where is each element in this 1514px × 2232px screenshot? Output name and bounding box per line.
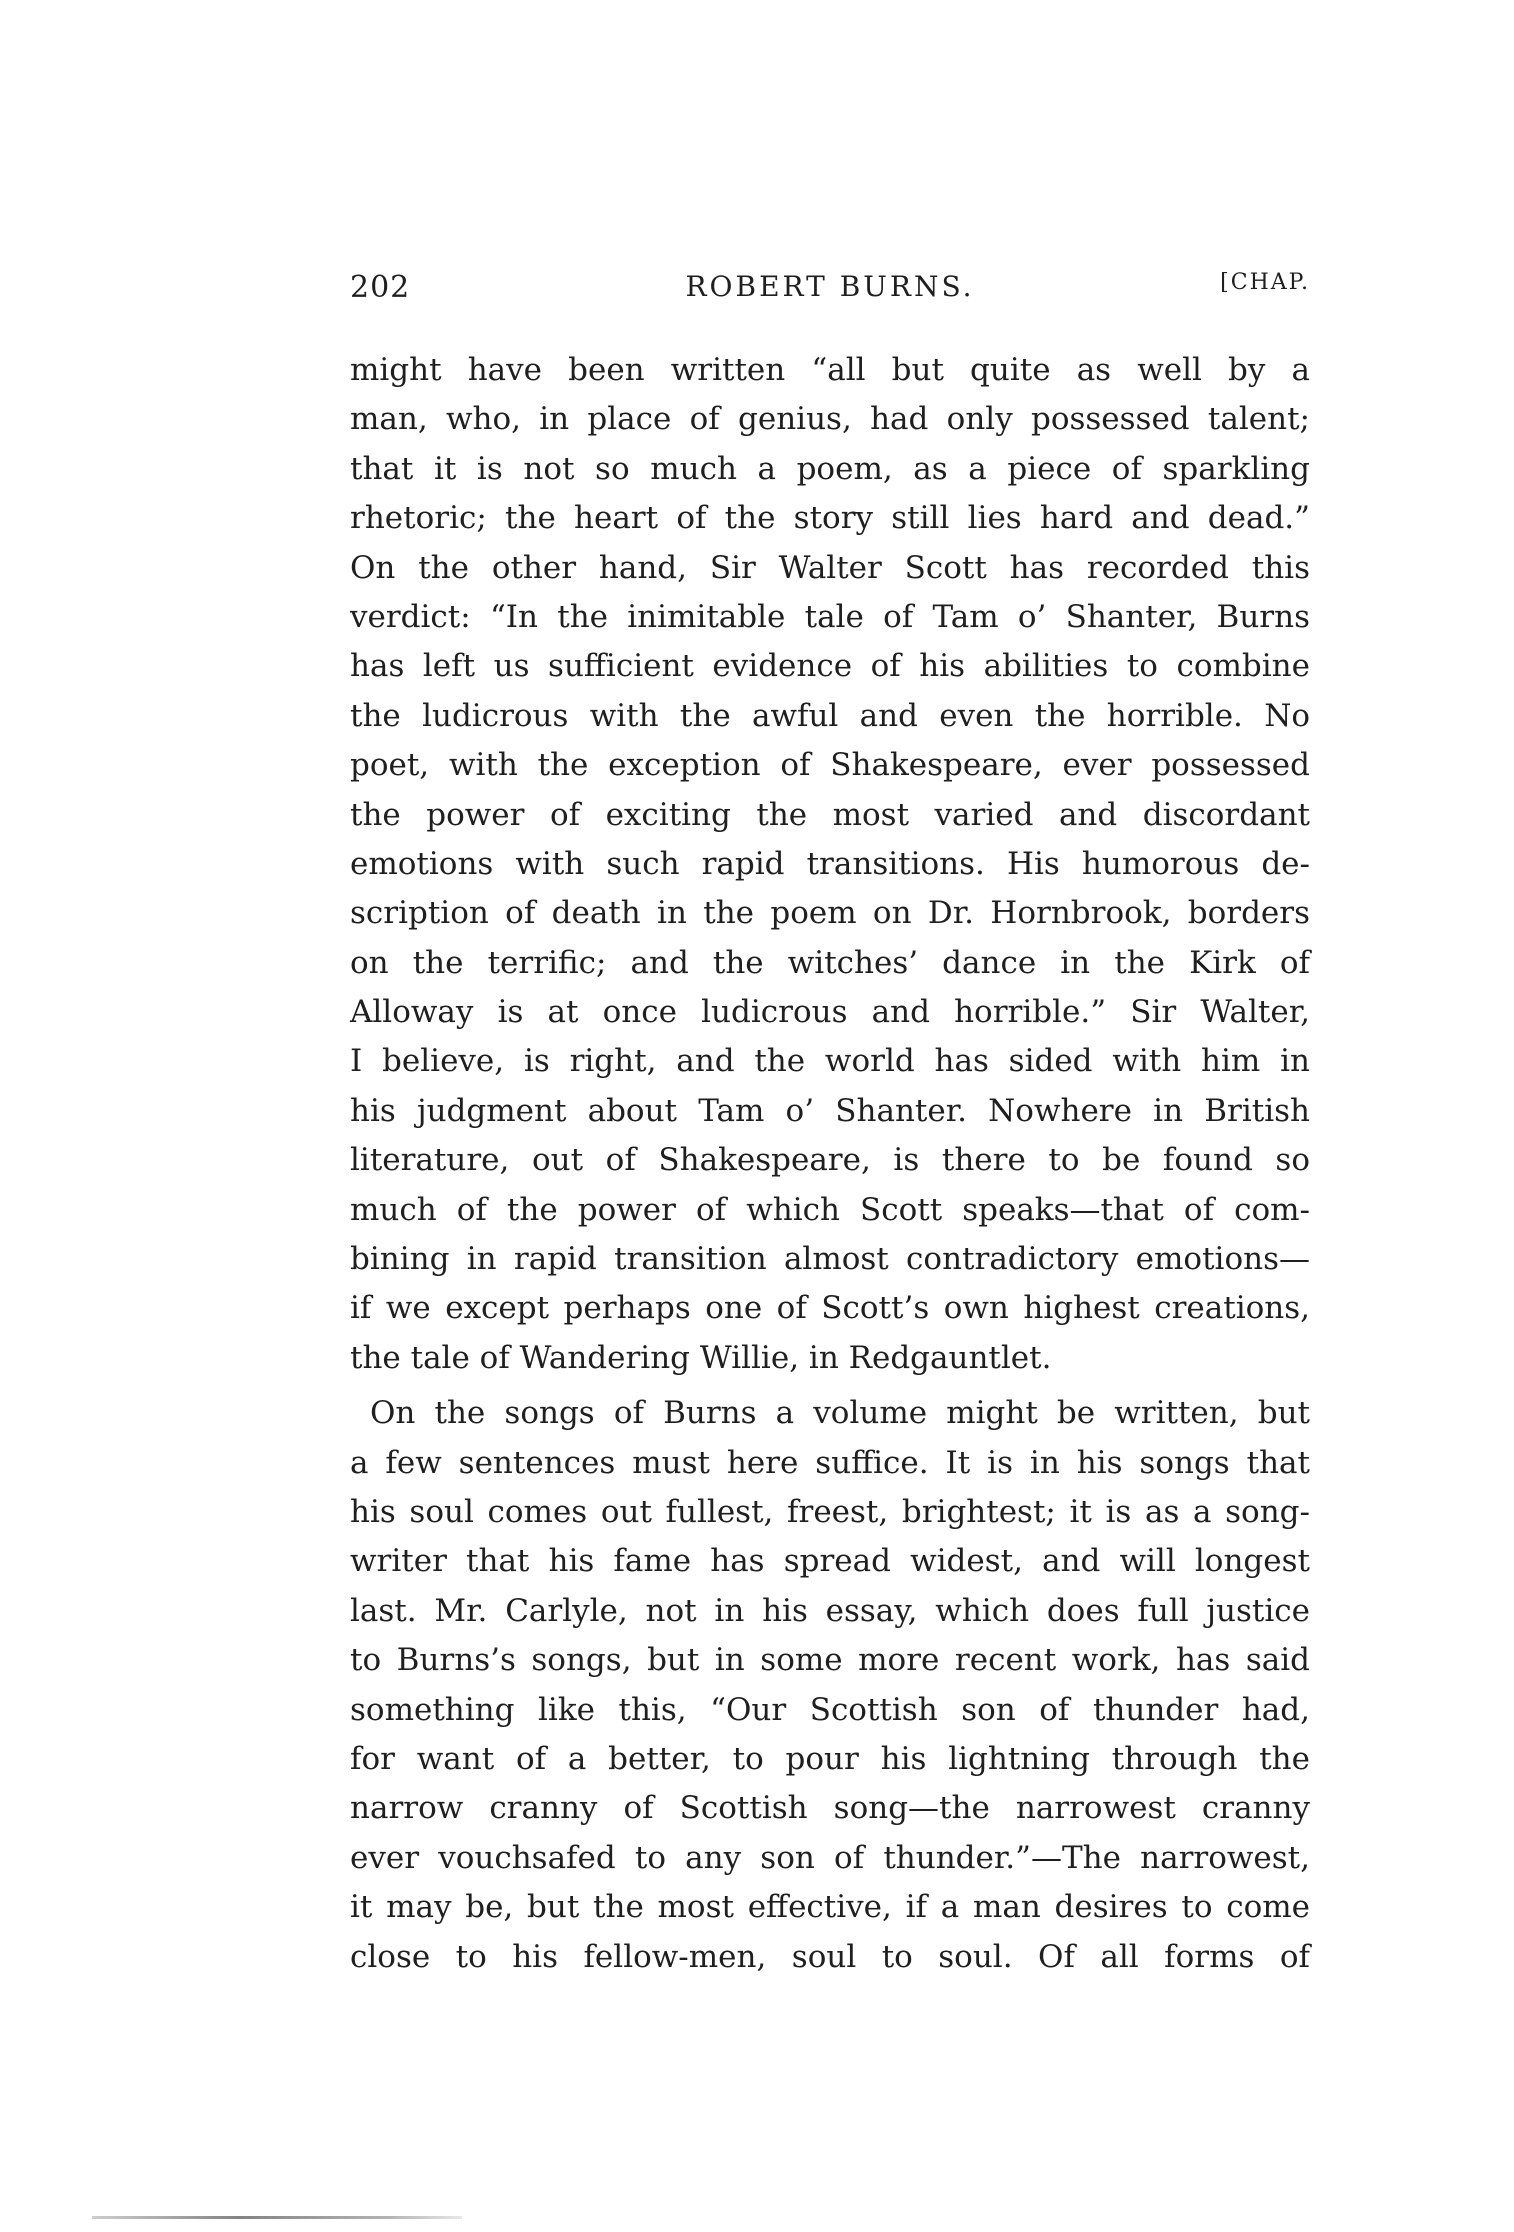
text-line: to Burns’s songs, but in some more recent work, has said	[350, 1642, 1310, 1679]
text-line: much of the power of which Scott speaks—that of com-	[350, 1191, 1310, 1228]
text-line: his soul comes out fullest, freest, brightest; it is as a song-	[350, 1493, 1310, 1530]
text-line: a few sentences must here suffice. It is in his songs that	[350, 1444, 1310, 1481]
paragraph-1	[350, 346, 1310, 1383]
text-line: has left us sufficient evidence of his abilities to combine	[350, 648, 1310, 685]
text-line: if we except perhaps one of Scott’s own highest creations,	[350, 1290, 1310, 1327]
text-line: his judgment about Tam o’ Shanter. Nowhere in British	[350, 1092, 1310, 1129]
text-line: last. Mr. Carlyle, not in his essay, which does full justice	[350, 1592, 1310, 1629]
text-line: might have been written “all but quite as well by a	[350, 352, 1310, 388]
text-line: that it is not so much a poem, as a piece of sparkling	[350, 450, 1310, 487]
running-header	[350, 270, 1310, 314]
text-line: poet, with the exception of Shakespeare, ever possessed	[350, 747, 1310, 784]
text-line: writer that his fame has spread widest, and will longest	[350, 1543, 1310, 1580]
text-line: rhetoric; the heart of the story still lies hard and dead.”	[350, 500, 1310, 537]
text-line: the power of exciting the most varied and discordant	[350, 796, 1310, 833]
scan-artifact-line	[92, 2216, 462, 2219]
text-line: it may be, but the most effective, if a man desires to come	[350, 1889, 1310, 1926]
text-line: the ludicrous with the awful and even the horrible. No	[350, 697, 1310, 734]
text-line: Alloway is at once ludicrous and horrible.” Sir Walter,	[350, 994, 1310, 1031]
text-line: for want of a better, to pour his lightning through the	[350, 1740, 1310, 1777]
paragraph-2	[350, 1389, 1310, 1982]
text-line: literature, out of Shakespeare, is there to be found so	[350, 1142, 1310, 1179]
text-line: ever vouchsafed to any son of thunder.”—The narrowest,	[350, 1839, 1310, 1876]
text-line: On the songs of Burns a volume might be written, but	[370, 1395, 1310, 1432]
chapter-mark: [CHAP.	[1220, 270, 1310, 295]
text-line: I believe, is right, and the world has sided with him in	[350, 1043, 1310, 1080]
page-number: 202	[350, 270, 411, 305]
text-line: emotions with such rapid transitions. His humorous de-	[350, 845, 1310, 882]
text-line: bining in rapid transition almost contradictory emotions—	[350, 1241, 1310, 1278]
text-line: close to his fellow-men, soul to soul. Of all forms of	[350, 1938, 1310, 1975]
text-line: man, who, in place of genius, had only possessed talent;	[350, 401, 1310, 438]
text-line: scription of death in the poem on Dr. Hornbrook, borders	[350, 895, 1310, 932]
text-line: narrow cranny of Scottish song—the narrowest cranny	[350, 1790, 1310, 1827]
text-line: On the other hand, Sir Walter Scott has recorded this	[350, 549, 1310, 586]
text-line: on the terrific; and the witches’ dance in the Kirk of	[350, 944, 1310, 981]
text-line: the tale of Wandering Willie, in Redgauntlet.	[350, 1339, 1052, 1376]
running-title: ROBERT BURNS.	[685, 270, 975, 303]
body-text	[350, 346, 1310, 1982]
text-line: verdict: “In the inimitable tale of Tam o’ Shanter, Burns	[350, 598, 1310, 635]
text-line: something like this, “Our Scottish son of thunder had,	[350, 1691, 1310, 1728]
